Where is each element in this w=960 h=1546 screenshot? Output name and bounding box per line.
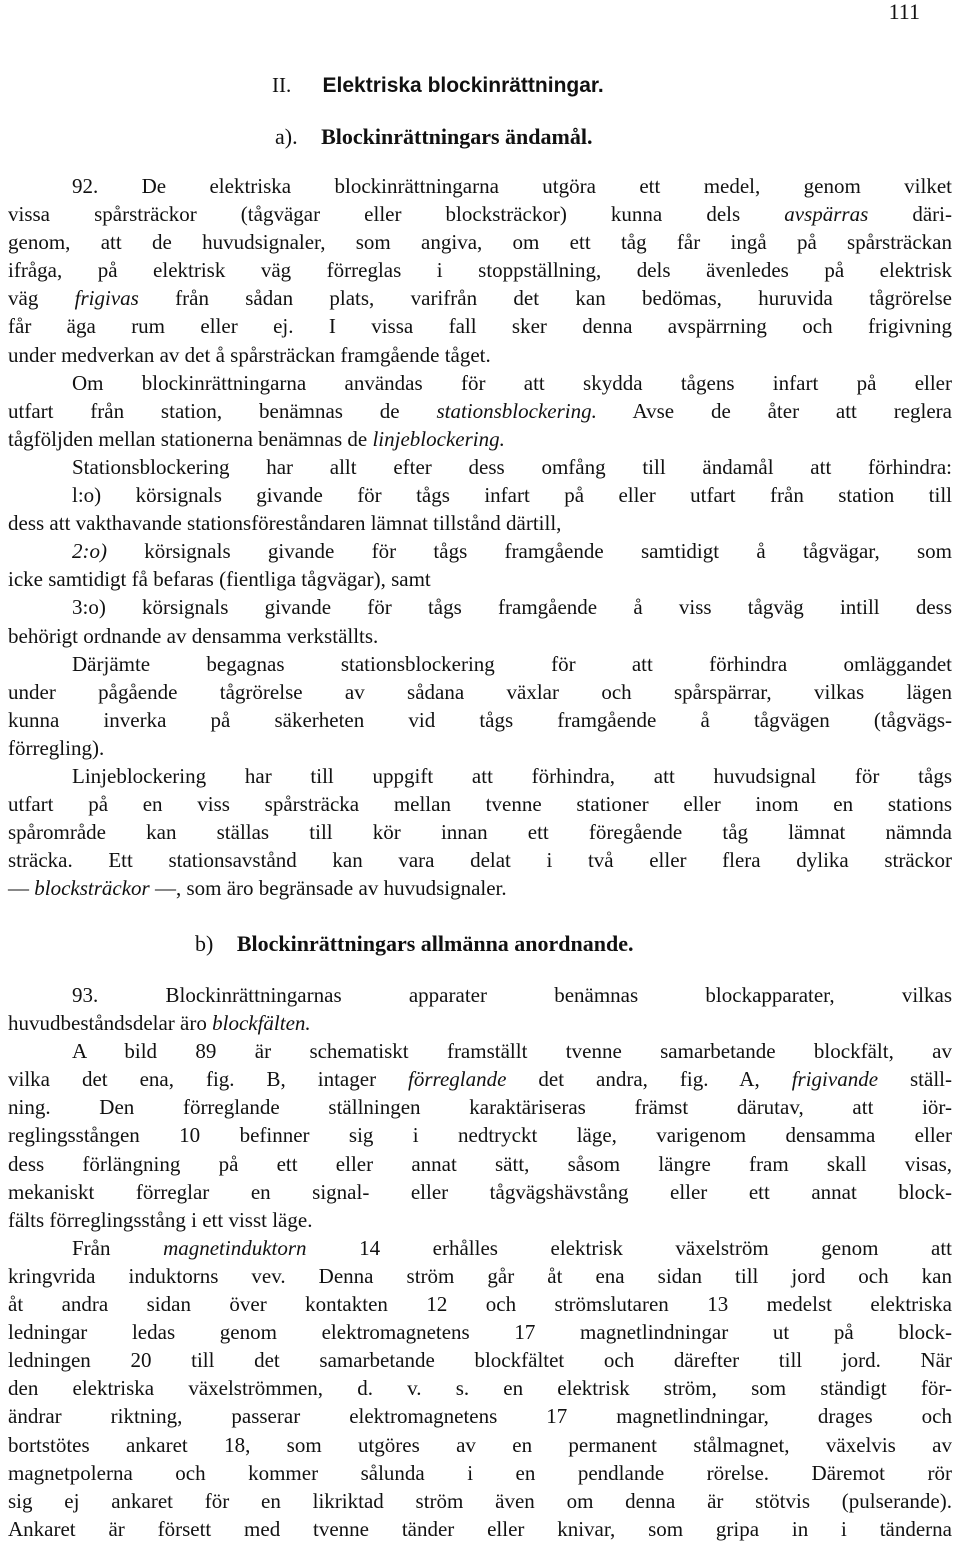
section-b-label: b) [195, 931, 214, 956]
text-line [8, 1515, 952, 1543]
text-segment: 93. Blockinrättningarnas apparater benämnas blockapparater, vilkas [72, 983, 952, 1007]
text-segment: icke samtidigt få befaras (fientliga tågvägar), samt [8, 567, 431, 592]
text-line [8, 818, 952, 846]
text-line [8, 1206, 952, 1234]
text-segment: Stationsblockering har allt efter dess omfång till ändamål att förhindra: [72, 454, 952, 479]
text-segment: den elektriska växelströmmen, d. v. s. en elektrisk ström, som ständigt för- [8, 1376, 952, 1401]
text-segment: reglingsstången 10 befinner sig i nedtryckt läge, varigenom densamma eller [8, 1123, 952, 1148]
italic-term: blockfälten. [212, 1011, 311, 1036]
text-line [8, 1459, 952, 1487]
italic-term: magnetinduktorn [163, 1235, 307, 1260]
italic-term: avspärras [784, 202, 869, 227]
text-segment: ledningen 20 till det samarbetande blockfältet och därefter till jord. När [8, 1348, 952, 1373]
text-segment: under pågående tågrörelse av sådana växlar och spårspärrar, vilkas lägen [8, 679, 952, 704]
section-a-title: Blockinrättningars ändamål. [321, 124, 593, 149]
text-segment: —, som äro begränsade av huvudsignaler. [149, 876, 507, 901]
text-segment: väg [8, 286, 75, 311]
text-line [8, 1262, 952, 1290]
text-line [8, 1150, 952, 1178]
text-segment: mekaniskt förreglar en signal- eller tågvägshävstång eller ett annat block- [8, 1179, 952, 1204]
text-segment: dess förlängning på ett eller annat sätt, såsom längre fram skall visas, [8, 1151, 952, 1176]
text-line [8, 453, 952, 481]
text-line [8, 734, 952, 762]
text-line [8, 509, 952, 537]
text-segment: huvudbeståndsdelar äro [8, 1011, 213, 1036]
text-segment: körsignals givande för tågs framgående samtidigt å tågvägar, som [107, 539, 952, 564]
text-line [8, 981, 952, 1009]
text-line [8, 312, 952, 340]
italic-term: förreglande [408, 1067, 507, 1092]
text-segment: det andra, fig. A, [506, 1067, 792, 1092]
section-a-body [8, 172, 952, 902]
text-line [8, 650, 952, 678]
text-segment: Avse de åter att reglera [596, 398, 952, 423]
text-segment: tågföljden mellan stationerna benämnas de [8, 426, 373, 451]
section-b-title: Blockinrättningars allmänna anordnande. [236, 931, 634, 956]
page-number: 111 [888, 0, 920, 24]
text-line [8, 1290, 952, 1318]
text-line [8, 256, 952, 284]
text-segment: fälts förreglingsstång i ett visst läge. [8, 1207, 313, 1232]
chapter-heading [272, 72, 604, 99]
text-line [8, 1346, 952, 1374]
text-line [8, 1093, 952, 1121]
text-segment: magnetpolerna och kommer sålunda i en pendlande rörelse. Däremot rör [8, 1460, 952, 1485]
text-line [8, 228, 952, 256]
text-line [8, 1009, 952, 1037]
text-segment: vissa spårsträckor (tågvägar eller blocksträckor) kunna dels [8, 202, 785, 227]
text-segment: utfart på en viss spårsträcka mellan tvenne stationer eller inom en stations [8, 792, 952, 817]
text-line [8, 846, 952, 874]
text-segment: Om blockinrättningarna användas för att skydda tågens infart på eller [72, 370, 952, 395]
text-line [8, 1487, 952, 1515]
text-line [8, 706, 952, 734]
section-heading-a [275, 124, 592, 150]
text-line [8, 1121, 952, 1149]
text-segment: ning. Den förreglande ställningen karaktäriseras främst därutav, att iör- [8, 1095, 952, 1120]
text-segment: får äga rum eller ej. I vissa fall sker denna avspärrning och frigivning [8, 314, 952, 339]
text-segment: åt andra sidan över kontakten 12 och strömslutaren 13 medelst elektriska [8, 1292, 952, 1317]
text-line [8, 1065, 952, 1093]
text-segment: Ankaret är försett med tvenne tänder eller knivar, som gripa in i tänderna [8, 1516, 952, 1541]
italic-term: frigivande [791, 1067, 879, 1092]
text-segment: vilka det ena, fig. B, intager [8, 1067, 409, 1092]
text-line [8, 397, 952, 425]
text-line [8, 425, 952, 453]
text-segment: Därjämte begagnas stationsblockering för att förhindra omläggandet [72, 651, 952, 676]
text-segment: 14 erhålles elektrisk växelström genom att [306, 1235, 952, 1260]
text-segment: Linjeblockering har till uppgift att förhindra, att huvudsignal för tågs [72, 763, 952, 788]
italic-term: frigivas [74, 286, 139, 311]
text-line [8, 369, 952, 397]
text-line [8, 874, 952, 902]
text-segment: ställ- [878, 1067, 952, 1092]
text-segment: under medverkan av det å spårsträckan framgående tåget. [8, 342, 491, 367]
text-line [8, 1178, 952, 1206]
text-segment: ledningar ledas genom elektromagnetens 17 magnetlindningar ut på block- [8, 1320, 952, 1345]
text-segment: Från [72, 1235, 164, 1260]
text-segment: bortstötes ankaret 18, som utgöres av en permanent stålmagnet, växelvis av [8, 1432, 952, 1457]
text-line [8, 593, 952, 621]
section-a-label: a). [275, 124, 298, 149]
text-line [8, 622, 952, 650]
text-segment: genom, att de huvudsignaler, som angiva, om ett tåg får ingå på spårsträckan [8, 230, 952, 255]
text-line [8, 790, 952, 818]
text-segment: däri- [868, 202, 952, 227]
text-line [8, 1318, 952, 1346]
text-line [8, 1374, 952, 1402]
text-line [8, 284, 952, 312]
text-segment: kunna inverka på säkerheten vid tågs framgående å tågvägen (tågvägs- [8, 707, 952, 732]
text-line [8, 481, 952, 509]
italic-term: stationsblockering. [436, 398, 597, 423]
text-line [8, 1234, 952, 1262]
text-segment: behörigt ordnande av densamma verkställts. [8, 623, 379, 648]
text-line [8, 565, 952, 593]
text-segment: ändrar riktning, passerar elektromagnetens 17 magnetlindningar, drages och [8, 1404, 952, 1429]
section-b-body [8, 981, 952, 1543]
text-segment: A bild 89 är schematiskt framställt tvenne samarbetande blockfält, av [72, 1039, 952, 1064]
text-segment: 3:o) körsignals givande för tågs framgående å viss tågväg intill dess [72, 595, 952, 620]
text-line [8, 341, 952, 369]
text-segment: sig ej ankaret för en likriktad ström även om denna är stötvis (pulserande). [8, 1488, 952, 1513]
text-segment: l:o) körsignals givande för tågs infart på eller utfart från station till [72, 483, 952, 508]
text-line [8, 1402, 952, 1430]
text-segment: förregling). [8, 735, 105, 760]
text-line [8, 1431, 952, 1459]
text-line [8, 200, 952, 228]
text-segment: spårområde kan ställas till kör innan ett föregående tåg lämnat nämnda [8, 820, 952, 845]
text-line [8, 537, 952, 565]
text-segment: 92. De elektriska blockinrättningarna utgöra ett medel, genom vilket [72, 174, 952, 198]
section-heading-b [195, 931, 634, 957]
text-line [8, 1037, 952, 1065]
chapter-number: II. [272, 73, 292, 97]
italic-term: linjeblockering. [372, 426, 505, 451]
text-line [8, 762, 952, 790]
text-segment: utfart från station, benämnas de [8, 398, 437, 423]
text-line [8, 172, 952, 200]
chapter-title: Elektriska blockinrättningar. [322, 74, 604, 97]
text-segment: sträcka. Ett stationsavstånd kan vara delat i två eller flera dylika sträckor [8, 848, 952, 873]
text-line [8, 678, 952, 706]
text-segment: kringvrida induktorns vev. Denna ström går åt ena sidan till jord och kan [8, 1263, 952, 1288]
text-segment: dess att vakthavande stationsföreståndaren lämnat tillstånd därtill, [8, 511, 562, 536]
text-segment: — [8, 876, 35, 901]
italic-term: blocksträckor [34, 876, 150, 901]
text-segment: ifråga, på elektrisk väg förreglas i stoppställning, dels ävenledes på elektrisk [8, 258, 952, 283]
italic-term: 2:o) [72, 539, 107, 564]
text-segment: från sådan plats, varifrån det kan bedömas, huruvida tågrörelse [138, 286, 952, 311]
